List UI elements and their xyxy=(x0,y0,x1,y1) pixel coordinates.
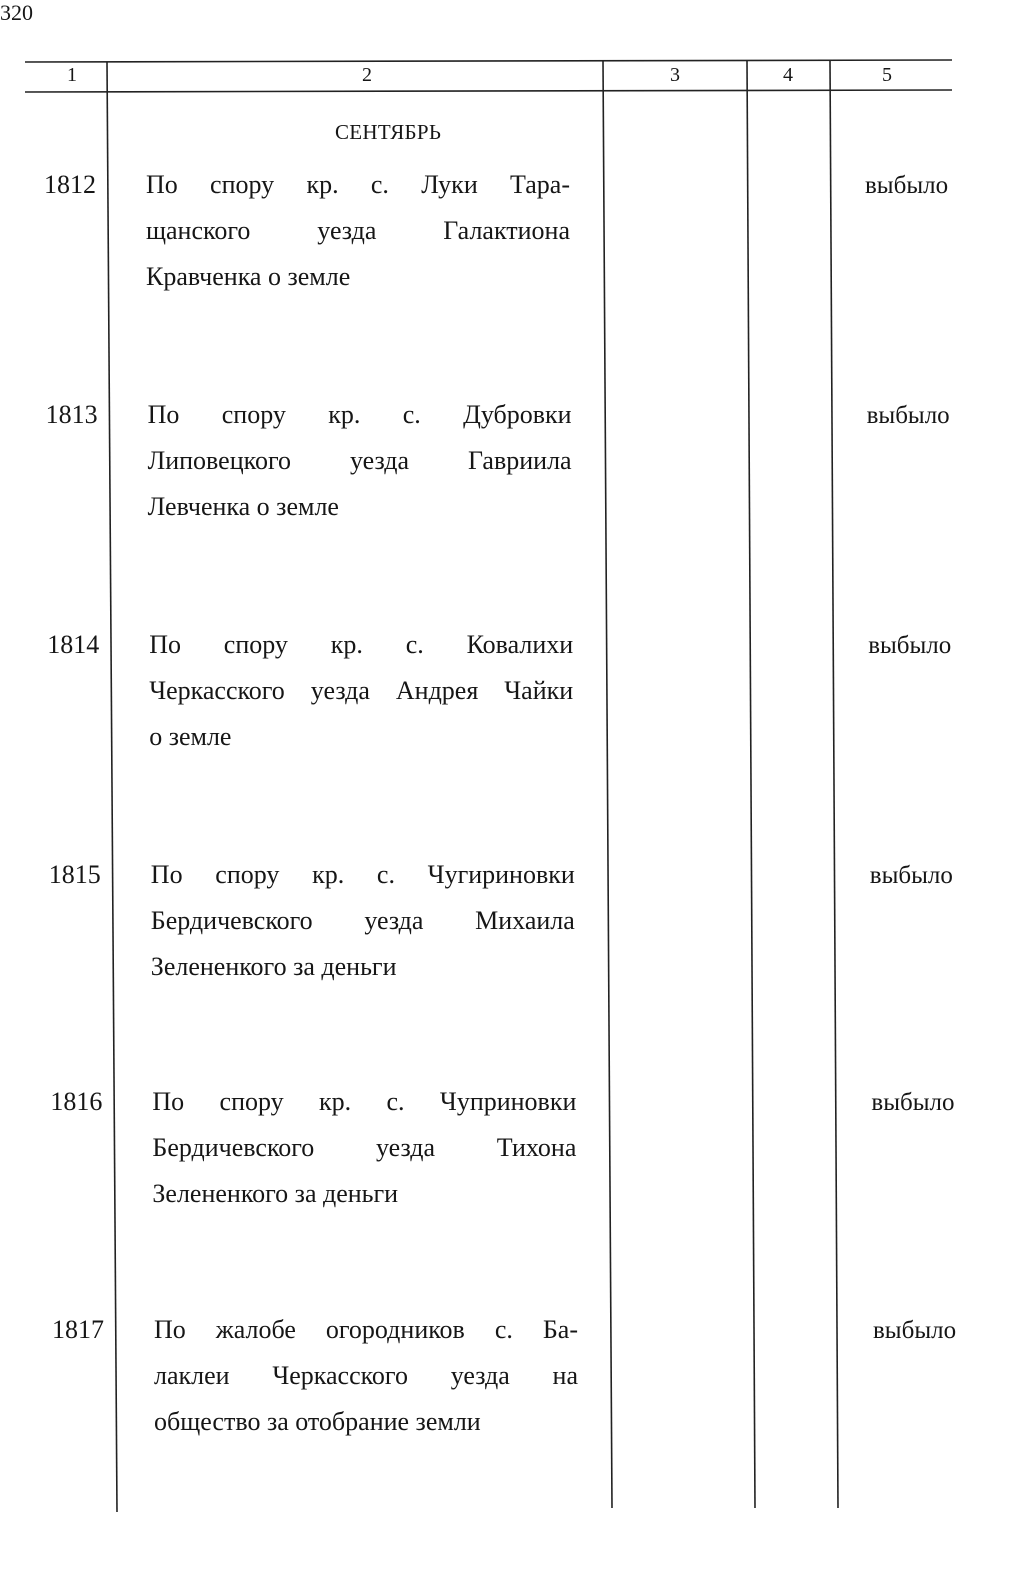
page-number: 320 xyxy=(0,0,33,25)
description-line: По спору кр. с. Ковалихи xyxy=(149,630,574,659)
description-line: Бердичевского уезда Тихона xyxy=(152,1133,577,1162)
description-line: Липовецкого уезда Гавриила xyxy=(147,446,572,475)
description-line: Зелененкого за деньги xyxy=(152,1179,399,1208)
description-line: Кравченка о земле xyxy=(146,262,351,291)
description-line: Бердичевского уезда Михаила xyxy=(150,906,575,935)
entry-number: 1814 xyxy=(47,630,100,659)
column-divider-2 xyxy=(603,61,612,1508)
entry-description xyxy=(151,852,575,990)
entry-description xyxy=(146,162,570,300)
entry-number: 1812 xyxy=(44,170,96,199)
section-heading: СЕНТЯБРЬ xyxy=(335,120,442,144)
description-line: Левченка о земле xyxy=(147,492,339,521)
description-line: По жалобе огородников с. Ба- xyxy=(154,1315,578,1344)
header-bottom-rule xyxy=(25,90,952,92)
column-header-1: 1 xyxy=(67,64,77,86)
description-line: общество за отобрание земли xyxy=(154,1407,481,1436)
description-line: По спору кр. с. Дубровки xyxy=(147,400,572,429)
entry-number: 1816 xyxy=(50,1087,103,1116)
description-line: лаклеи Черкасского уезда на xyxy=(154,1361,578,1390)
entry-description xyxy=(154,1307,578,1445)
column-divider-4 xyxy=(830,61,838,1508)
entry-status: выбыло xyxy=(868,632,952,659)
column-divider-1 xyxy=(107,62,117,1512)
entry-description xyxy=(152,1079,576,1217)
entry-number: 1817 xyxy=(52,1315,104,1344)
entry-number: 1815 xyxy=(48,860,101,889)
description-line: По спору кр. с. Чуприновки xyxy=(152,1087,577,1116)
entry-status: выбыло xyxy=(866,402,950,429)
column-header-5: 5 xyxy=(882,64,892,86)
entry-status: выбыло xyxy=(873,1317,957,1344)
description-line: По спору кр. с. Чугириновки xyxy=(150,860,575,889)
entry-status: выбыло xyxy=(869,862,953,889)
description-line: Зелененкого за деньги xyxy=(150,952,397,981)
entry-number: 1813 xyxy=(45,400,98,429)
description-line: По спору кр. с. Луки Тара- xyxy=(146,170,570,199)
column-header-4: 4 xyxy=(783,64,793,86)
entry-description xyxy=(149,622,573,760)
description-line: Черкасского уезда Андрея Чайки xyxy=(149,676,574,705)
column-header-2: 2 xyxy=(362,64,372,86)
entry-status: выбыло xyxy=(871,1089,955,1116)
column-divider-3 xyxy=(747,61,755,1508)
entry-status: выбыло xyxy=(865,172,949,199)
header-top-rule xyxy=(25,60,952,62)
entry-description xyxy=(148,392,572,530)
column-header-3: 3 xyxy=(670,64,680,86)
description-line: щанского уезда Галактиона xyxy=(146,216,570,245)
description-line: о земле xyxy=(149,722,232,751)
